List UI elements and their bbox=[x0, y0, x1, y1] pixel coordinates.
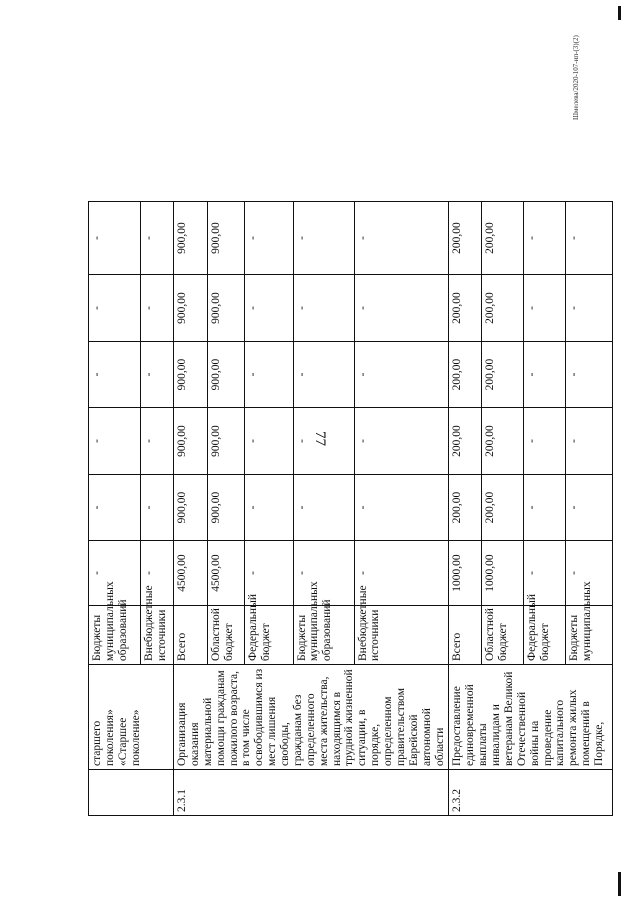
value-year-5: 900,00 bbox=[207, 202, 244, 275]
page-number: 77 bbox=[312, 431, 328, 446]
value-year-1: 900,00 bbox=[174, 475, 208, 541]
value-year-3: 200,00 bbox=[449, 342, 482, 408]
value-year-2: - bbox=[141, 408, 174, 475]
value-year-3: - bbox=[524, 342, 566, 408]
value-year-4: 200,00 bbox=[449, 275, 482, 342]
value-year-3: - bbox=[566, 342, 613, 408]
value-year-4: - bbox=[566, 275, 613, 342]
value-year-5: 200,00 bbox=[482, 202, 524, 275]
table-row bbox=[449, 202, 482, 816]
funding-source: Внебюджетные источники bbox=[141, 606, 174, 665]
funding-source: Всего bbox=[174, 606, 208, 665]
row-number: 2.3.2 bbox=[449, 770, 613, 816]
funding-source: Бюджеты муниципальных образований bbox=[89, 606, 141, 665]
value-year-4: - bbox=[89, 275, 141, 342]
funding-source: Областной бюджет bbox=[482, 606, 524, 665]
budget-table bbox=[88, 201, 613, 816]
value-year-2: 900,00 bbox=[207, 408, 244, 475]
value-year-1: - bbox=[245, 475, 294, 541]
value-year-5: - bbox=[566, 202, 613, 275]
value-total: - bbox=[141, 541, 174, 606]
measure-name: старшего поколения» «Старшее поколение» bbox=[89, 665, 174, 770]
value-year-1: 200,00 bbox=[449, 475, 482, 541]
value-total: - bbox=[245, 541, 294, 606]
funding-source: Федеральный бюджет bbox=[245, 606, 294, 665]
value-year-3: - bbox=[293, 342, 354, 408]
value-total: 4500,00 bbox=[174, 541, 208, 606]
value-year-2: - bbox=[354, 408, 449, 475]
value-year-3: - bbox=[245, 342, 294, 408]
value-year-5: - bbox=[524, 202, 566, 275]
value-year-4: - bbox=[245, 275, 294, 342]
value-total: 1000,00 bbox=[482, 541, 524, 606]
value-total: 1000,00 bbox=[449, 541, 482, 606]
value-total: - bbox=[524, 541, 566, 606]
value-year-3: 900,00 bbox=[174, 342, 208, 408]
document-stamp: Шмелева/2020-107-ип-(3)(2) bbox=[572, 35, 580, 120]
value-year-4: - bbox=[293, 275, 354, 342]
value-year-3: - bbox=[89, 342, 141, 408]
value-year-2: 900,00 bbox=[174, 408, 208, 475]
value-year-1: - bbox=[566, 475, 613, 541]
value-total: - bbox=[566, 541, 613, 606]
value-year-5: 900,00 bbox=[174, 202, 208, 275]
funding-source: Всего bbox=[449, 606, 482, 665]
value-year-5: - bbox=[141, 202, 174, 275]
value-total: 4500,00 bbox=[207, 541, 244, 606]
value-year-3: - bbox=[354, 342, 449, 408]
value-year-4: 200,00 bbox=[482, 275, 524, 342]
funding-source: Бюджеты муниципальных образований bbox=[293, 606, 354, 665]
funding-source: Федеральный бюджет bbox=[524, 606, 566, 665]
value-year-1: - bbox=[354, 475, 449, 541]
value-year-4: - bbox=[141, 275, 174, 342]
funding-source: Бюджеты муниципальных bbox=[566, 606, 613, 665]
value-year-5: - bbox=[293, 202, 354, 275]
value-year-1: - bbox=[89, 475, 141, 541]
row-number bbox=[89, 770, 174, 816]
funding-source: Областной бюджет bbox=[207, 606, 244, 665]
value-year-1: - bbox=[141, 475, 174, 541]
value-year-4: 900,00 bbox=[174, 275, 208, 342]
scan-edge-mark-top bbox=[618, 6, 621, 20]
table-row bbox=[174, 202, 208, 816]
value-year-1: - bbox=[524, 475, 566, 541]
value-total: - bbox=[89, 541, 141, 606]
value-year-2: - bbox=[245, 408, 294, 475]
value-year-5: - bbox=[89, 202, 141, 275]
value-year-1: 900,00 bbox=[207, 475, 244, 541]
funding-source: Внебюджетные источники bbox=[354, 606, 449, 665]
value-year-2: 200,00 bbox=[482, 408, 524, 475]
value-total: - bbox=[354, 541, 449, 606]
value-year-1: 200,00 bbox=[482, 475, 524, 541]
value-year-2: - bbox=[524, 408, 566, 475]
value-year-4: - bbox=[354, 275, 449, 342]
value-year-4: 900,00 bbox=[207, 275, 244, 342]
row-number: 2.3.1 bbox=[174, 770, 449, 816]
value-year-4: - bbox=[524, 275, 566, 342]
measure-name: Предоставление единовременной выплаты инвалидам и ветеранам Великой Отечественной войны на проведение капитального ремонта жилых помещений в Порядке, bbox=[449, 665, 613, 770]
value-year-2: 200,00 bbox=[449, 408, 482, 475]
value-year-1: - bbox=[293, 475, 354, 541]
value-year-3: - bbox=[141, 342, 174, 408]
value-year-5: 200,00 bbox=[449, 202, 482, 275]
value-year-2: - bbox=[89, 408, 141, 475]
value-year-3: 900,00 bbox=[207, 342, 244, 408]
scan-edge-mark-bottom bbox=[618, 872, 621, 896]
table-row bbox=[89, 202, 141, 816]
value-total: - bbox=[293, 541, 354, 606]
value-year-3: 200,00 bbox=[482, 342, 524, 408]
value-year-5: - bbox=[354, 202, 449, 275]
value-year-5: - bbox=[245, 202, 294, 275]
value-year-2: - bbox=[293, 408, 354, 475]
measure-name: Организация оказания материальной помощи гражданам пожилого возраста, в том числе освободившимся из мест лишения свободы, гражданам без определенного места жительства, находящимся в трудной жизненной ситуации, в порядке, определенном правительством Еврейской автономной области bbox=[174, 665, 449, 770]
value-year-2: - bbox=[566, 408, 613, 475]
budget-table-rotated bbox=[88, 202, 605, 816]
